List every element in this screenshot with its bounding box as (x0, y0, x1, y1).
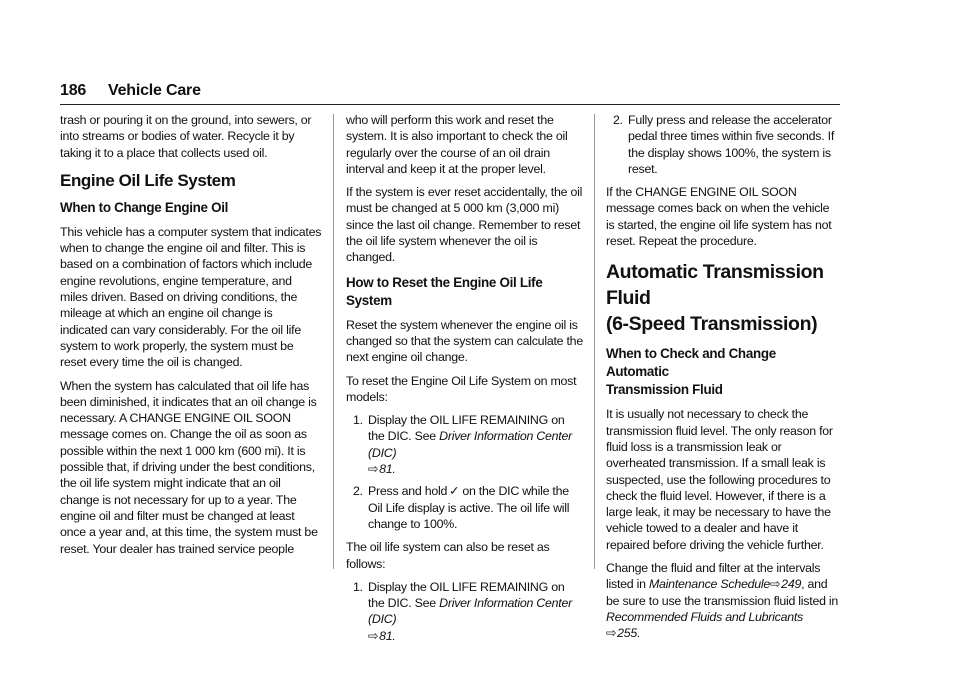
page-header (60, 78, 840, 105)
paragraph: It is usually not necessary to check the transmission fluid level. The only reason for fluid loss is a transmission leak or overheated transmission. If a small leak is suspected, use the following procedures to check the fluid level. However, if there is a large leak, it may be necessary to have the vehicle towed to a dealer and have it repaired before driving the vehicle further. (606, 407, 833, 552)
cross-reference-link[interactable]: Maintenance Schedule (648, 577, 771, 592)
paragraph: who will perform this work and reset the system. It is also important to check the oil regularly over the course of an oil drain interval and keep it at the proper level. (346, 113, 568, 176)
page-ref-arrow-icon: ⇨ (368, 628, 379, 643)
text-run: , and be sure to use the transmission fluid listed in (606, 577, 839, 608)
heading-engine-oil-life-system: Engine Oil Life System (60, 170, 236, 190)
text-run: Change the fluid and filter at the intervals listed in (606, 561, 821, 592)
paragraph: If the CHANGE ENGINE OIL SOON message comes back on when the vehicle is started, the engine oil life system has not reset. Repeat the procedure. (606, 185, 832, 249)
page-number: 186 (60, 82, 87, 99)
step-number: 1. (353, 579, 363, 594)
heading-line: Automatic Transmission Fluid (606, 261, 824, 310)
column-divider (594, 114, 595, 569)
list-item (346, 579, 584, 644)
list-item (606, 112, 840, 177)
heading-automatic-transmission-fluid (606, 259, 840, 337)
step-number: 1. (353, 413, 363, 428)
paragraph (606, 560, 840, 641)
page-reference[interactable]: 249 (781, 577, 802, 592)
cross-reference-link[interactable]: Driver Information Center (DIC) (368, 596, 572, 627)
heading-line: Transmission Fluid (606, 382, 723, 398)
subheading-when-to-check (606, 345, 840, 399)
cross-reference-link[interactable]: Recommended Fluids and Lubricants (606, 609, 803, 624)
section-title: Vehicle Care (108, 82, 201, 99)
page-ref-arrow-icon: ⇨ (368, 462, 379, 477)
page-reference[interactable]: 255. (617, 626, 641, 641)
page-ref-arrow-icon: ⇨ (606, 626, 617, 641)
checkmark-icon: ✓ (449, 484, 460, 499)
paragraph: This vehicle has a computer system that indicates when to change the engine oil and filter. This is based on a combination of factors which include engine revolutions, engine temperature, and miles driven. Based on driving conditions, the mileage at which an engine oil change is indicated can vary considerably. For the oil life system to work properly, the system must be reset every time the oil is changed. (60, 224, 322, 370)
step-text: Fully press and release the accelerator pedal three times within five seconds. If the display shows 100%, the system is reset. (628, 113, 835, 176)
column-3 (606, 112, 840, 658)
cross-reference-link[interactable]: Driver Information Center (DIC) (368, 429, 572, 460)
step-number: 2. (353, 484, 363, 499)
column-divider (333, 114, 334, 569)
paragraph: Reset the system whenever the engine oil is changed so that the system can calculate the next engine oil change. (346, 317, 583, 365)
paragraph: The oil life system can also be reset as follows: (346, 540, 550, 571)
column-2 (346, 112, 584, 658)
heading-line: When to Check and Change Automatic (606, 346, 776, 380)
step-text: Display the OIL LIFE REMAINING on the DIC. See (368, 413, 565, 444)
list-item (346, 483, 584, 532)
list-item (346, 412, 584, 477)
alt-reset-steps-list-continued (606, 112, 840, 177)
page-ref-arrow-icon: ⇨ (770, 577, 781, 592)
paragraph: trash or pouring it on the ground, into sewers, or into streams or bodies of water. Recycle it by taking it to a place that collects used oil. (60, 113, 312, 160)
paragraph: To reset the Engine Oil Life System on most models: (346, 373, 577, 404)
heading-line: (6-Speed Transmission) (606, 313, 818, 336)
reset-steps-list (346, 412, 584, 532)
alt-reset-steps-list (346, 579, 584, 644)
subheading-how-to-reset: How to Reset the Engine Oil Life System (346, 274, 543, 308)
column-1 (60, 112, 322, 658)
paragraph: If the system is ever reset accidentally, the oil must be changed at 5 000 km (3,000 mi) since the last oil change. Remember to reset the oil life system whenever the oil is changed. (346, 185, 583, 265)
page-reference[interactable]: 81. (379, 462, 396, 477)
step-text: on the DIC while the Oil Life display is active. The oil life will change to 100%. (368, 484, 570, 531)
step-number: 2. (613, 113, 623, 127)
step-text: Press and hold (368, 484, 448, 499)
subheading-when-to-change: When to Change Engine Oil (60, 199, 229, 215)
paragraph: When the system has calculated that oil life has been diminished, it indicates that an oil change is necessary. A CHANGE ENGINE OIL SOON message comes on. Change the oil as soon as possible within the next 1 000 km (600 mi). It is possible that, if driving under the best conditions, the oil life system might indicate that an oil change is not necessary for up to a year. The engine oil and filter must be changed at least once a year and, at this time, the system must be reset. Your dealer has trained service people (60, 378, 318, 556)
page-reference[interactable]: 81. (379, 628, 396, 643)
step-text: Display the OIL LIFE REMAINING on the DIC. See (368, 579, 565, 611)
